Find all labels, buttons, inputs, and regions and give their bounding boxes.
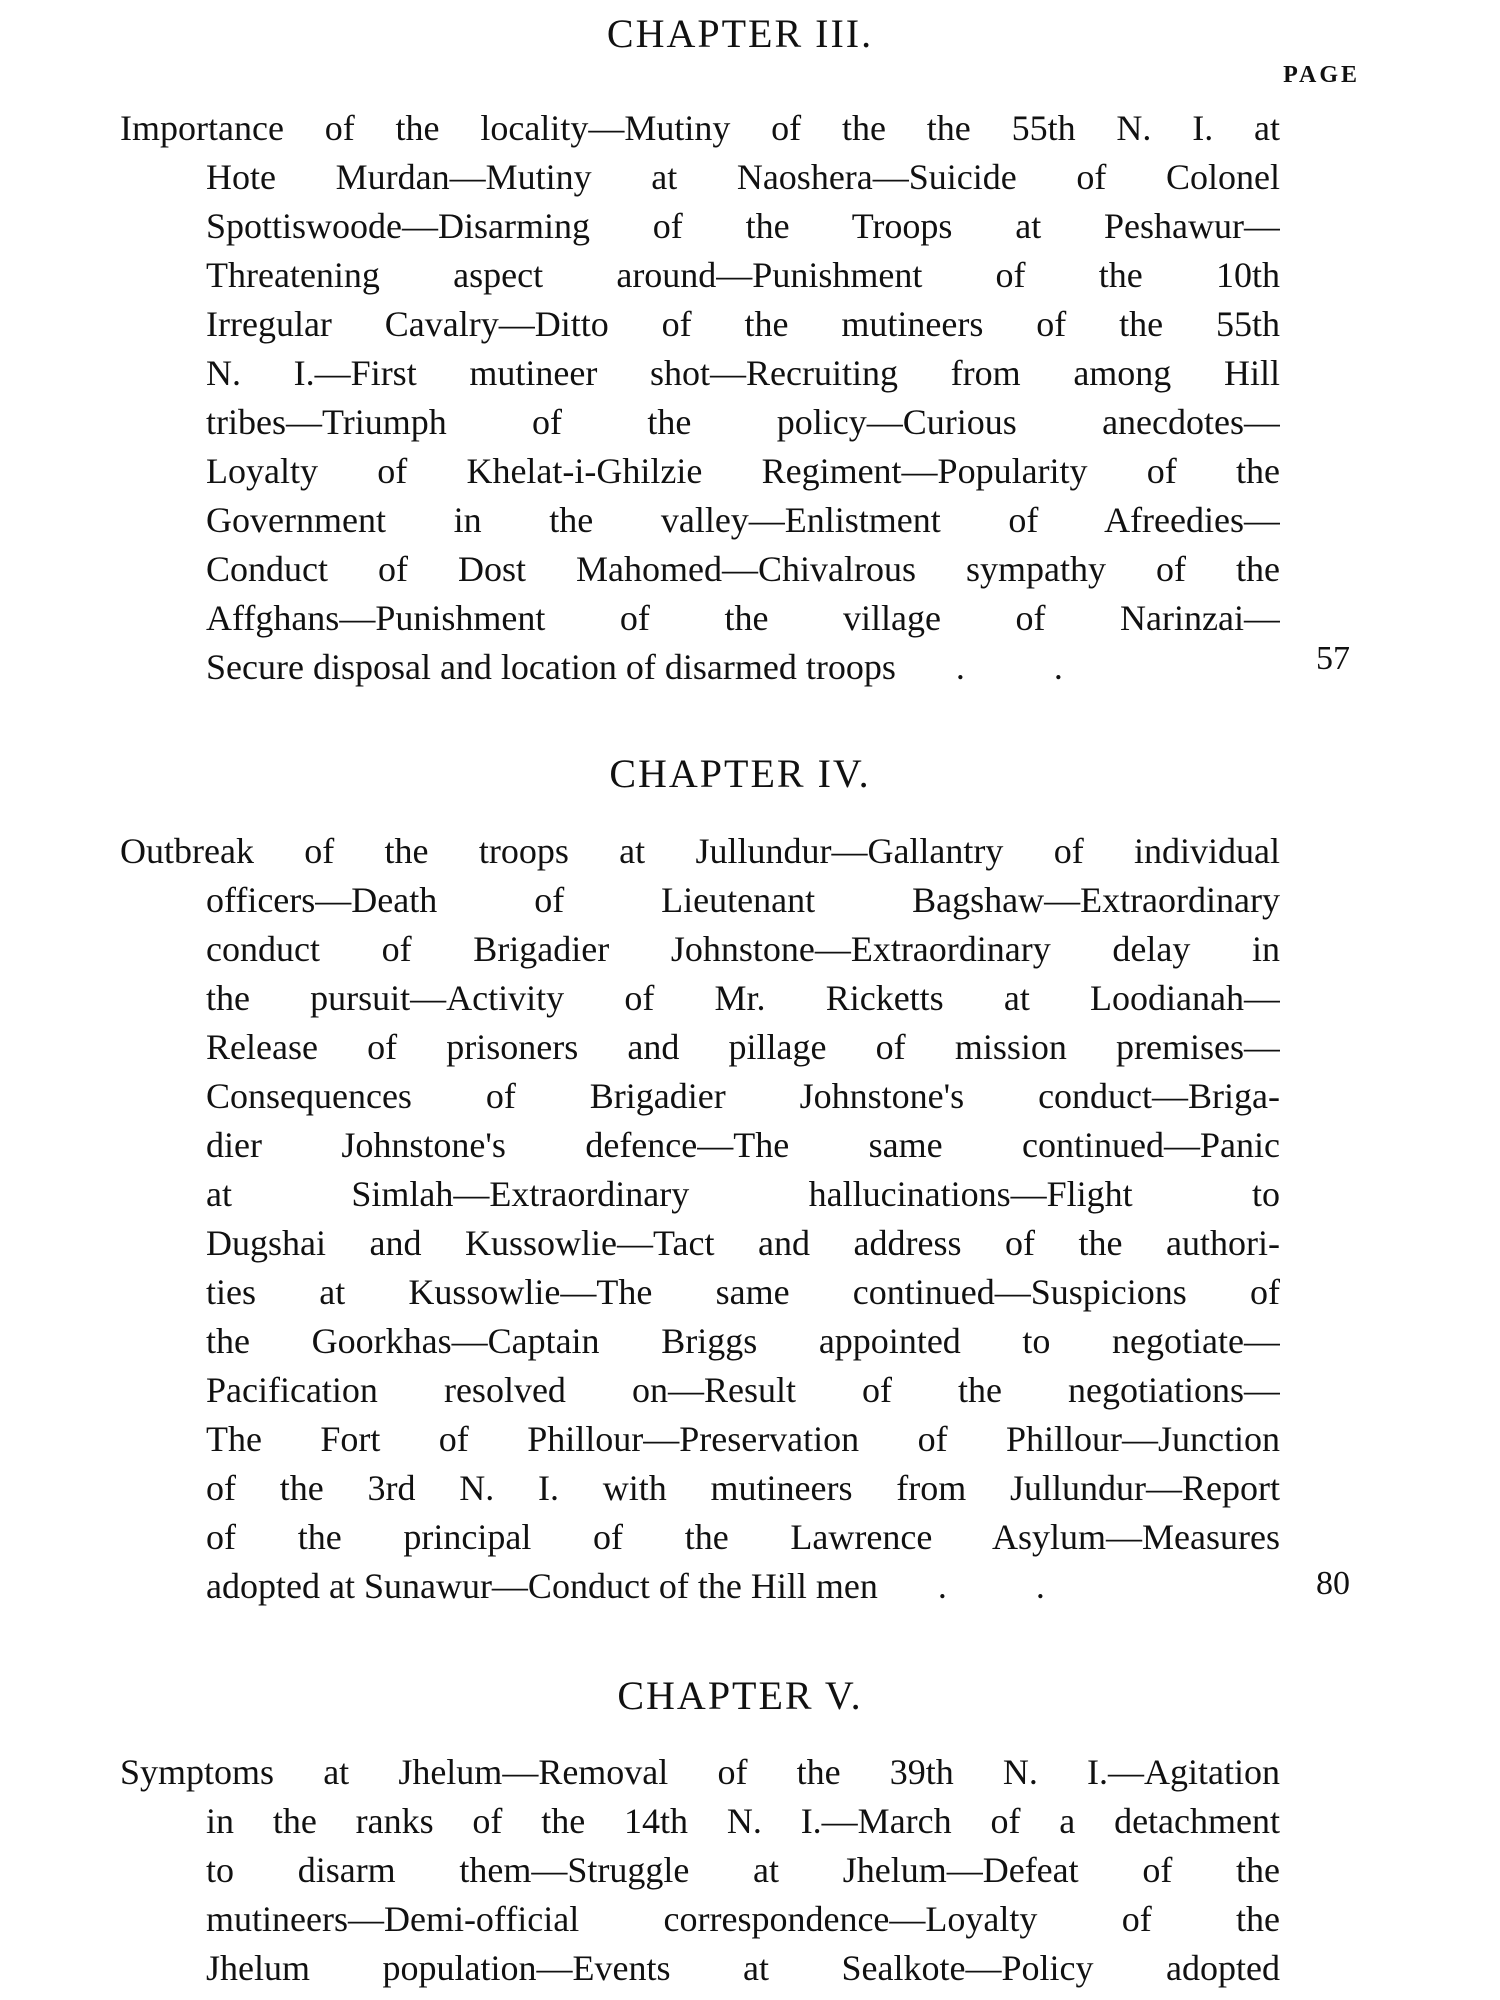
chapter-5-summary bbox=[120, 1748, 1280, 1993]
summary-line: Outbreak of the troops at Jullundur—Gallantry of individual bbox=[120, 831, 1280, 871]
summary-line: Conduct of Dost Mahomed—Chivalrous sympathy of the bbox=[206, 549, 1280, 589]
dot-leader: . . bbox=[937, 1566, 1085, 1606]
summary-line: The Fort of Phillour—Preservation of Phillour—Junction bbox=[206, 1419, 1280, 1459]
summary-line: of the principal of the Lawrence Asylum—Measures bbox=[206, 1517, 1280, 1557]
page-column-label: PAGE bbox=[1283, 62, 1360, 88]
summary-line: the pursuit—Activity of Mr. Ricketts at Loodianah— bbox=[206, 978, 1280, 1018]
summary-line: Threatening aspect around—Punishment of the 10th bbox=[206, 255, 1280, 295]
chapter-3-summary bbox=[120, 104, 1280, 692]
summary-line: tribes—Triumph of the policy—Curious anecdotes— bbox=[206, 402, 1280, 442]
chapter-4-page-number: 80 bbox=[1316, 1565, 1350, 1602]
summary-line: in the ranks of the 14th N. I.—March of a detachment bbox=[206, 1801, 1280, 1841]
chapter-4-heading: CHAPTER IV. bbox=[609, 751, 871, 796]
summary-line: ties at Kussowlie—The same continued—Suspicions of bbox=[206, 1272, 1280, 1312]
summary-line: officers—Death of Lieutenant Bagshaw—Extraordinary bbox=[206, 880, 1280, 920]
summary-line: conduct of Brigadier Johnstone—Extraordinary delay in bbox=[206, 929, 1280, 969]
summary-line-last: Secure disposal and location of disarmed troops . . bbox=[206, 643, 1280, 692]
summary-line: dier Johnstone's defence—The same continued—Panic bbox=[206, 1125, 1280, 1165]
summary-line: the Goorkhas—Captain Briggs appointed to negotiate— bbox=[206, 1321, 1280, 1361]
summary-line: Loyalty of Khelat-i-Ghilzie Regiment—Popularity of the bbox=[206, 451, 1280, 491]
summary-line: at Simlah—Extraordinary hallucinations—Flight to bbox=[206, 1174, 1280, 1214]
chapter-5-heading: CHAPTER V. bbox=[617, 1673, 863, 1718]
summary-line: of the 3rd N. I. with mutineers from Jullundur—Report bbox=[206, 1468, 1280, 1508]
summary-line: Government in the valley—Enlistment of Afreedies— bbox=[206, 500, 1280, 540]
summary-line: to disarm them—Struggle at Jhelum—Defeat of the bbox=[206, 1850, 1280, 1890]
summary-line-last: adopted at Sunawur—Conduct of the Hill men . . bbox=[206, 1562, 1280, 1611]
summary-line: Hote Murdan—Mutiny at Naoshera—Suicide of Colonel bbox=[206, 157, 1280, 197]
summary-line: Consequences of Brigadier Johnstone's conduct—Briga- bbox=[206, 1076, 1280, 1116]
summary-line: Pacification resolved on—Result of the negotiations— bbox=[206, 1370, 1280, 1410]
chapter-3-page-number: 57 bbox=[1316, 640, 1350, 677]
chapter-3-heading: CHAPTER III. bbox=[606, 11, 874, 56]
summary-line: Symptoms at Jhelum—Removal of the 39th N. I.—Agitation bbox=[120, 1752, 1280, 1792]
summary-line: Affghans—Punishment of the village of Narinzai— bbox=[206, 598, 1280, 638]
dot-leader: . . bbox=[955, 647, 1103, 687]
summary-line: Irregular Cavalry—Ditto of the mutineers of the 55th bbox=[206, 304, 1280, 344]
summary-line: N. I.—First mutineer shot—Recruiting from among Hill bbox=[206, 353, 1280, 393]
summary-line: Jhelum population—Events at Sealkote—Policy adopted bbox=[206, 1948, 1280, 1988]
summary-line: Release of prisoners and pillage of mission premises— bbox=[206, 1027, 1280, 1067]
summary-line: mutineers—Demi-official correspondence—Loyalty of the bbox=[206, 1899, 1280, 1939]
summary-line: Importance of the locality—Mutiny of the the 55th N. I. at bbox=[120, 108, 1280, 148]
chapter-4-summary bbox=[120, 827, 1280, 1611]
summary-line: Dugshai and Kussowlie—Tact and address of the authori- bbox=[206, 1223, 1280, 1263]
summary-line: Spottiswoode—Disarming of the Troops at Peshawur— bbox=[206, 206, 1280, 246]
